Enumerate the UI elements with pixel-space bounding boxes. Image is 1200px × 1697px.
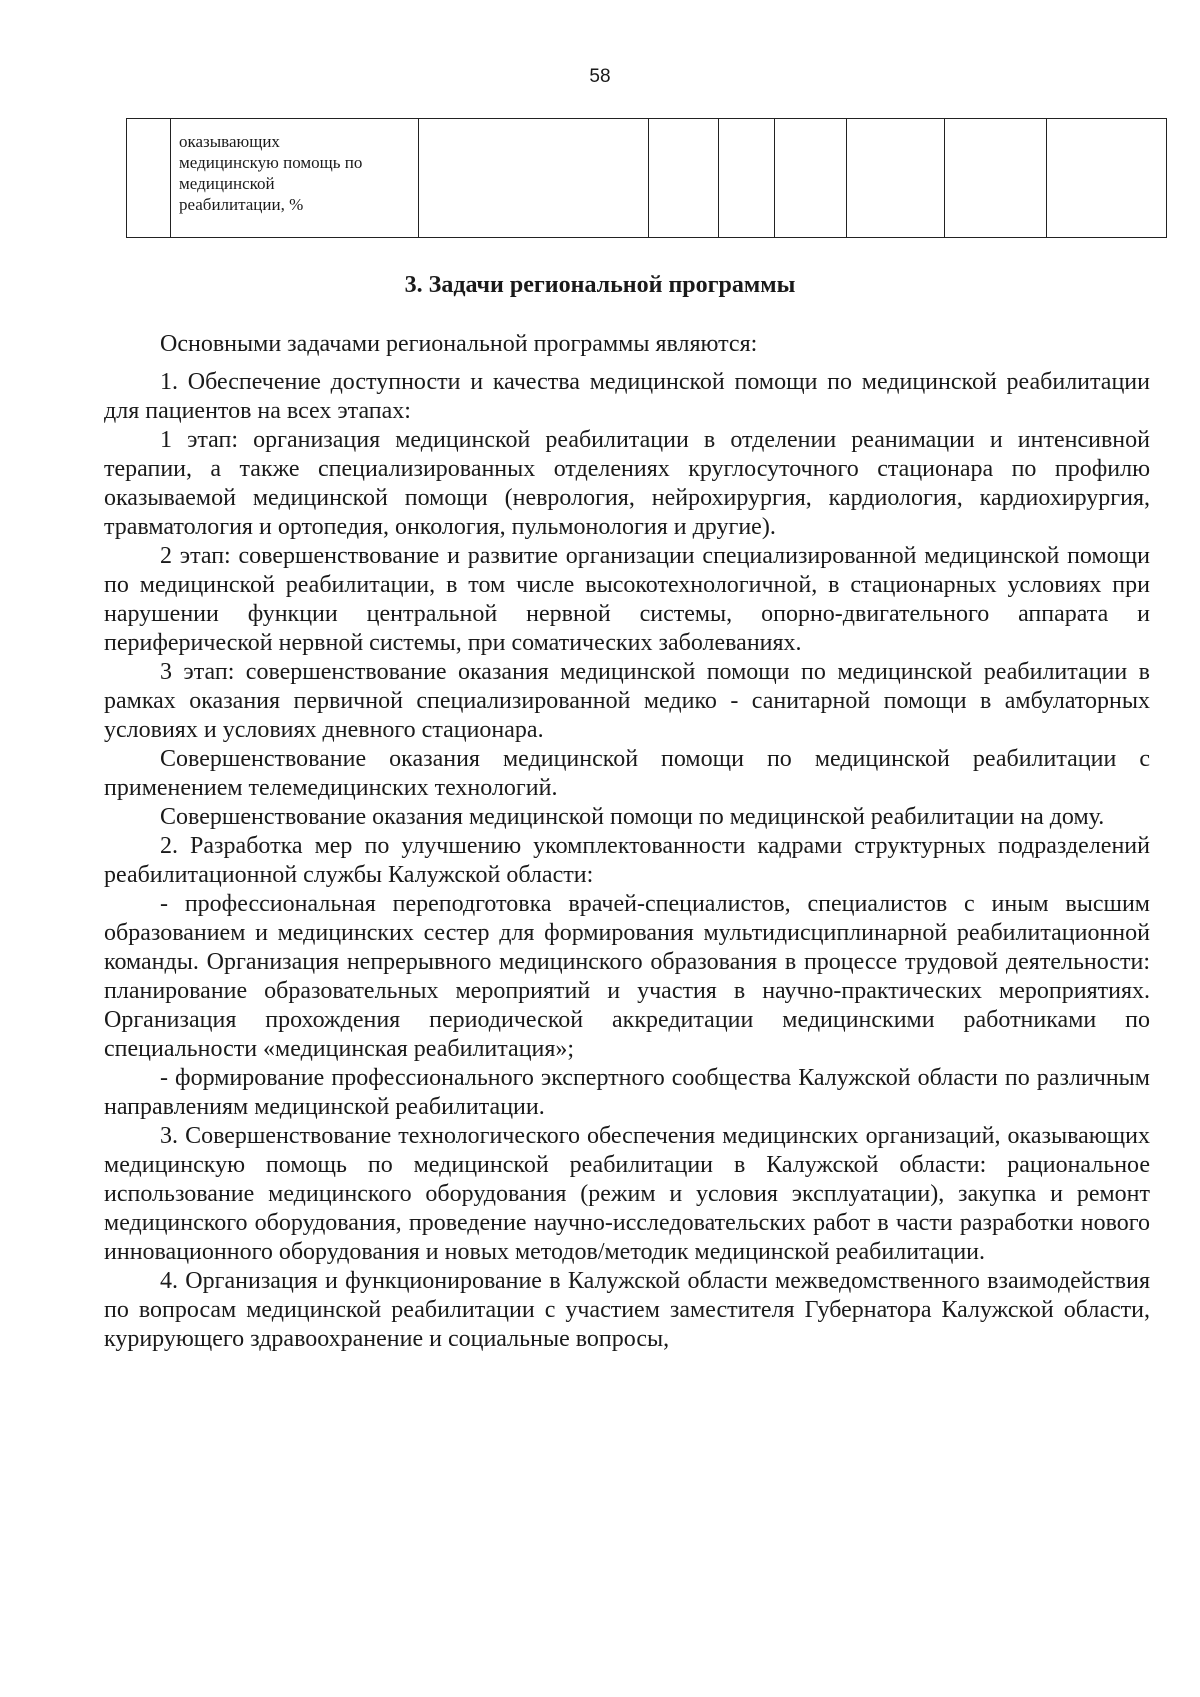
paragraph-task-1: 1. Обеспечение доступности и качества медицинской помощи по медицинской реабилитации для пациентов на всех этапах:: [104, 369, 1150, 424]
paragraph-task-2: 2. Разработка мер по улучшению укомплектованности кадрами структурных подразделений реабилитационной службы Калужской области:: [104, 833, 1150, 888]
table-cell: [847, 119, 945, 238]
paragraph-intro: Основными задачами региональной программы являются:: [160, 331, 758, 357]
paragraph-telemedicine: Совершенствование оказания медицинской помощи по медицинской реабилитации с применением телемедицинских технологий.: [104, 746, 1150, 801]
table-cell: [127, 119, 171, 238]
table-cell: [419, 119, 649, 238]
paragraph-training: - профессиональная переподготовка врачей-специалистов, специалистов с иным высшим образованием и медицинских сестер для формирования мультидисциплинарной реабилитационной команды. Организация непрерывного медицинского образования в процессе трудовой деятельности: планирование образовательных мероприятий и участия в научно-практических мероприятиях. Организация прохождения периодической аккредитации медицинскими работниками по специальности «медицинская реабилитация»;: [104, 891, 1150, 1062]
indicator-label: оказывающих медицинскую помощь по медицинской реабилитации, %: [179, 132, 363, 214]
paragraph-stage-2: 2 этап: совершенствование и развитие организации специализированной медицинской помощи по медицинской реабилитации, в том числе высокотехнологичной, в стационарных условиях при нарушении функции центральной нервной системы, опорно-двигательного аппарата и периферической нервной системы, при соматических заболеваниях.: [104, 543, 1150, 656]
continued-table: [126, 118, 1167, 238]
section-heading: 3. Задачи региональной программы: [404, 272, 796, 298]
table-cell: [775, 119, 847, 238]
paragraph-stage-1: 1 этап: организация медицинской реабилитации в отделении реанимации и интенсивной терапии, а также специализированных отделениях круглосуточного стационара по профилю оказываемой медицинской помощи (неврология, нейрохирургия, кардиология, кардиохирургия, травматология и ортопедия, онкология, пульмонология и другие).: [104, 427, 1150, 540]
table-cell: [1047, 119, 1167, 238]
paragraph-task-4: 4. Организация и функционирование в Калужской области межведомственного взаимодействия по вопросам медицинской реабилитации с участием заместителя Губернатора Калужской области, курирующего здравоохранение и социальные вопросы,: [104, 1268, 1150, 1352]
table-cell: [945, 119, 1047, 238]
table-cell-indicator: [171, 119, 419, 238]
table-cell: [719, 119, 775, 238]
table-row: [127, 119, 1167, 238]
table-cell: [649, 119, 719, 238]
paragraph-task-3: 3. Совершенствование технологического обеспечения медицинских организаций, оказывающих медицинскую помощь по медицинской реабилитации в Калужской области: рациональное использование медицинского оборудования (режим и условия эксплуатации), закупка и ремонт медицинского оборудования, проведение научно-исследовательских работ в части разработки нового инновационного оборудования и новых методов/методик медицинской реабилитации.: [104, 1123, 1150, 1265]
paragraph-stage-3: 3 этап: совершенствование оказания медицинской помощи по медицинской реабилитации в рамках оказания первичной специализированной медико - санитарной помощи в амбулаторных условиях и условиях дневного стационара.: [104, 659, 1150, 743]
paragraph-expert-community: - формирование профессионального экспертного сообщества Калужской области по различным направлениям медицинской реабилитации.: [104, 1065, 1150, 1120]
body-text: [104, 330, 1150, 1354]
paragraph-home-care: Совершенствование оказания медицинской помощи по медицинской реабилитации на дому.: [160, 804, 1105, 830]
page-number: 58: [589, 66, 611, 87]
